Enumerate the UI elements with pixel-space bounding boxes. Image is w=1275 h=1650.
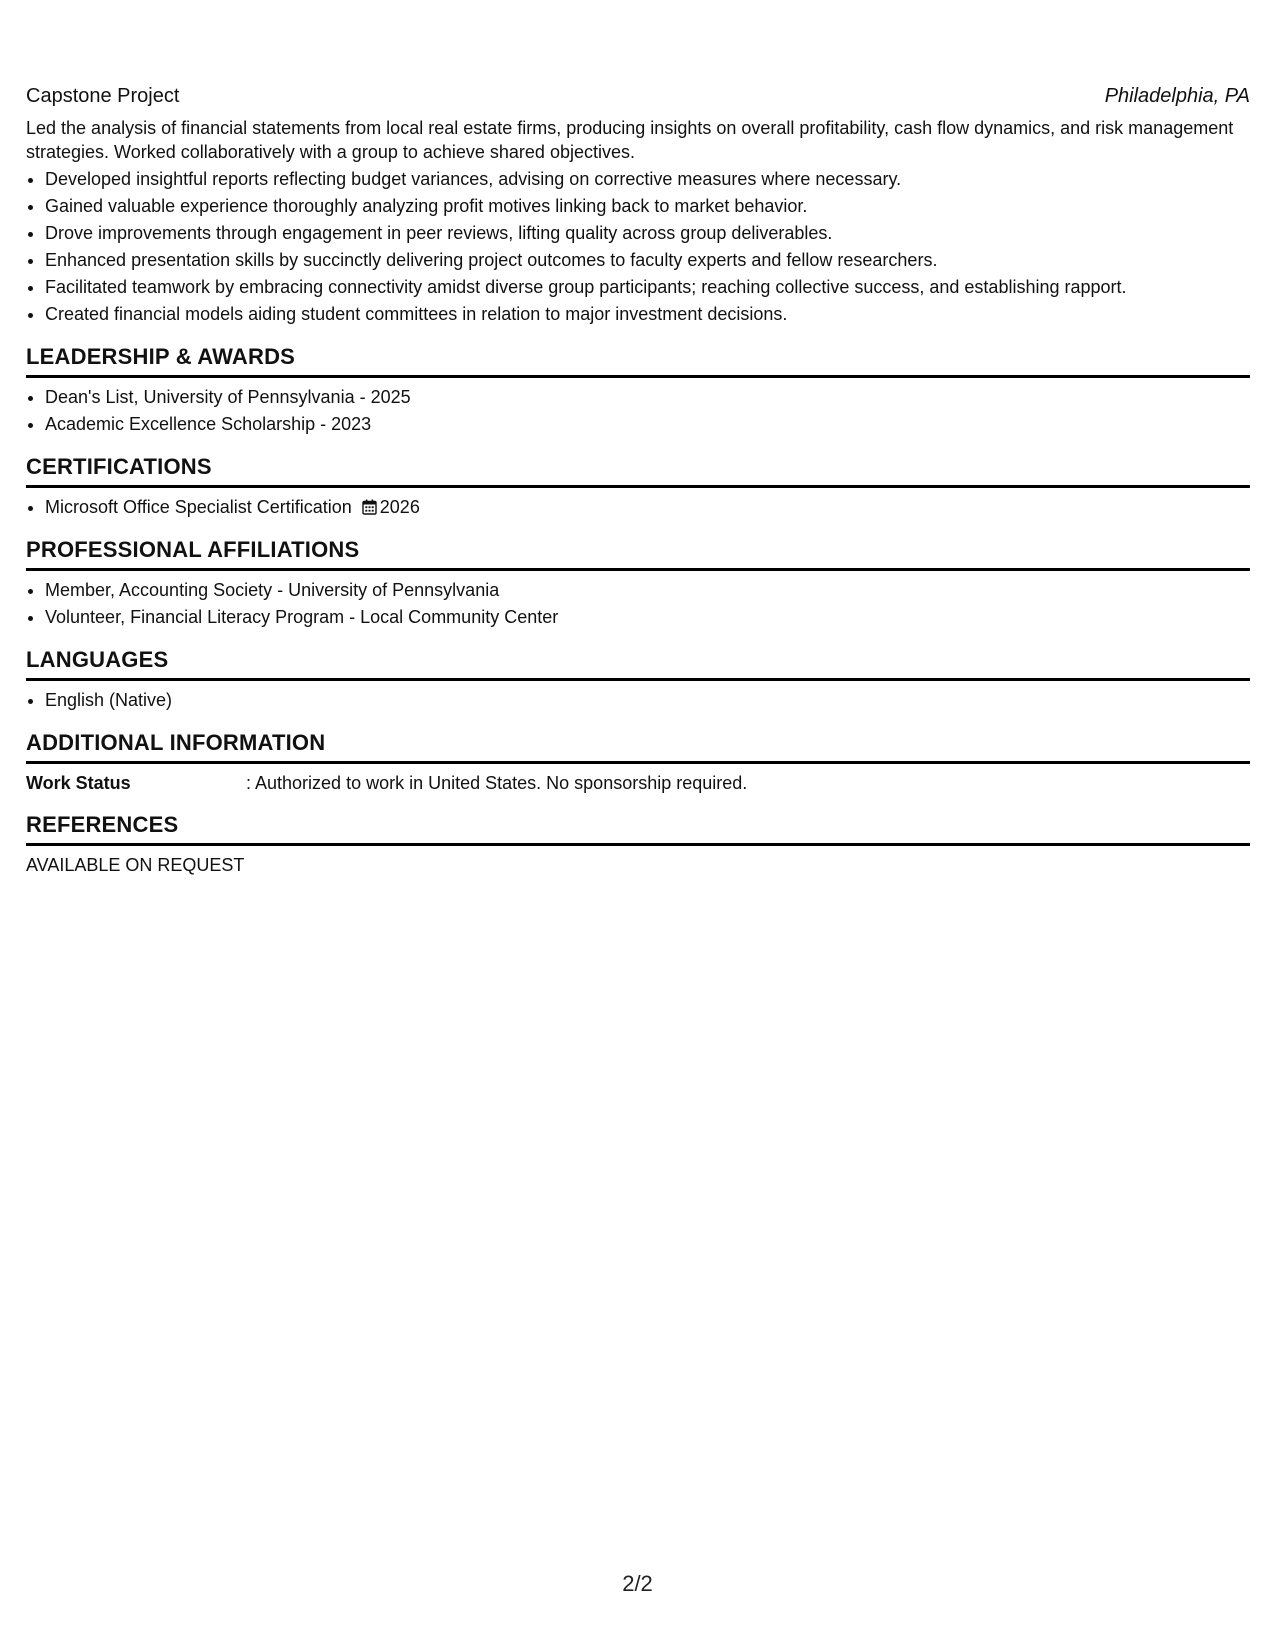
project-header [26,82,1250,110]
resume-page [26,82,1250,878]
list-item: • Gained valuable experience thoroughly analyzing profit motives linking back to market behavior. [45,193,1250,220]
certifications-section [26,452,1250,521]
leadership-section [26,342,1250,438]
affiliations-section [26,535,1250,631]
certification-name: Microsoft Office Specialist Certification [45,497,352,517]
project-title: Capstone Project [26,85,180,107]
list-item: • Volunteer, Financial Literacy Program - Local Community Center [45,604,1250,631]
affiliations-list [26,577,1250,631]
languages-section [26,645,1250,714]
section-title: LANGUAGES [26,645,1250,681]
page-number: 2/2 [622,1571,653,1596]
list-item: • English (Native) [45,687,1250,714]
references-section [26,810,1250,878]
section-title: PROFESSIONAL AFFILIATIONS [26,535,1250,571]
list-item: • Facilitated teamwork by embracing connectivity amidst diverse group participants; reaching collective success, and establishing rapport. [45,274,1250,301]
work-status-value: : Authorized to work in United States. No sponsorship required. [246,773,748,793]
list-item: • Dean's List, University of Pennsylvania - 2025 [45,384,1250,411]
additional-section [26,728,1250,796]
list-item: • Created financial models aiding student committees in relation to major investment decisions. [45,301,1250,328]
list-item: • Drove improvements through engagement in peer reviews, lifting quality across group deliverables. [45,220,1250,247]
section-title: REFERENCES [26,810,1250,846]
section-title: ADDITIONAL INFORMATION [26,728,1250,764]
section-title: CERTIFICATIONS [26,452,1250,488]
project-bullets [26,166,1250,328]
work-status-label: Work Status [26,773,131,793]
project-entry [26,82,1250,328]
section-title: LEADERSHIP & AWARDS [26,342,1250,378]
project-location: Philadelphia, PA [1104,85,1250,107]
work-status-row [26,770,1250,796]
project-description: Led the analysis of financial statements from local real estate firms, producing insights on overall profitability, cash flow dynamics, and risk management strategies. Worked collaboratively with a group to achieve shared objectives. [26,118,1234,162]
references-text: AVAILABLE ON REQUEST [26,855,245,875]
list-item [45,494,1250,521]
calendar-icon [362,499,377,515]
languages-list [26,687,1250,714]
list-item: • Enhanced presentation skills by succinctly delivering project outcomes to faculty experts and fellow researchers. [45,247,1250,274]
leadership-list [26,384,1250,438]
list-item: • Member, Accounting Society - University of Pennsylvania [45,577,1250,604]
list-item: • Developed insightful reports reflecting budget variances, advising on corrective measures where necessary. [45,166,1250,193]
certifications-list [26,494,1250,521]
list-item: • Academic Excellence Scholarship - 2023 [45,411,1250,438]
certification-year: 2026 [379,497,420,517]
